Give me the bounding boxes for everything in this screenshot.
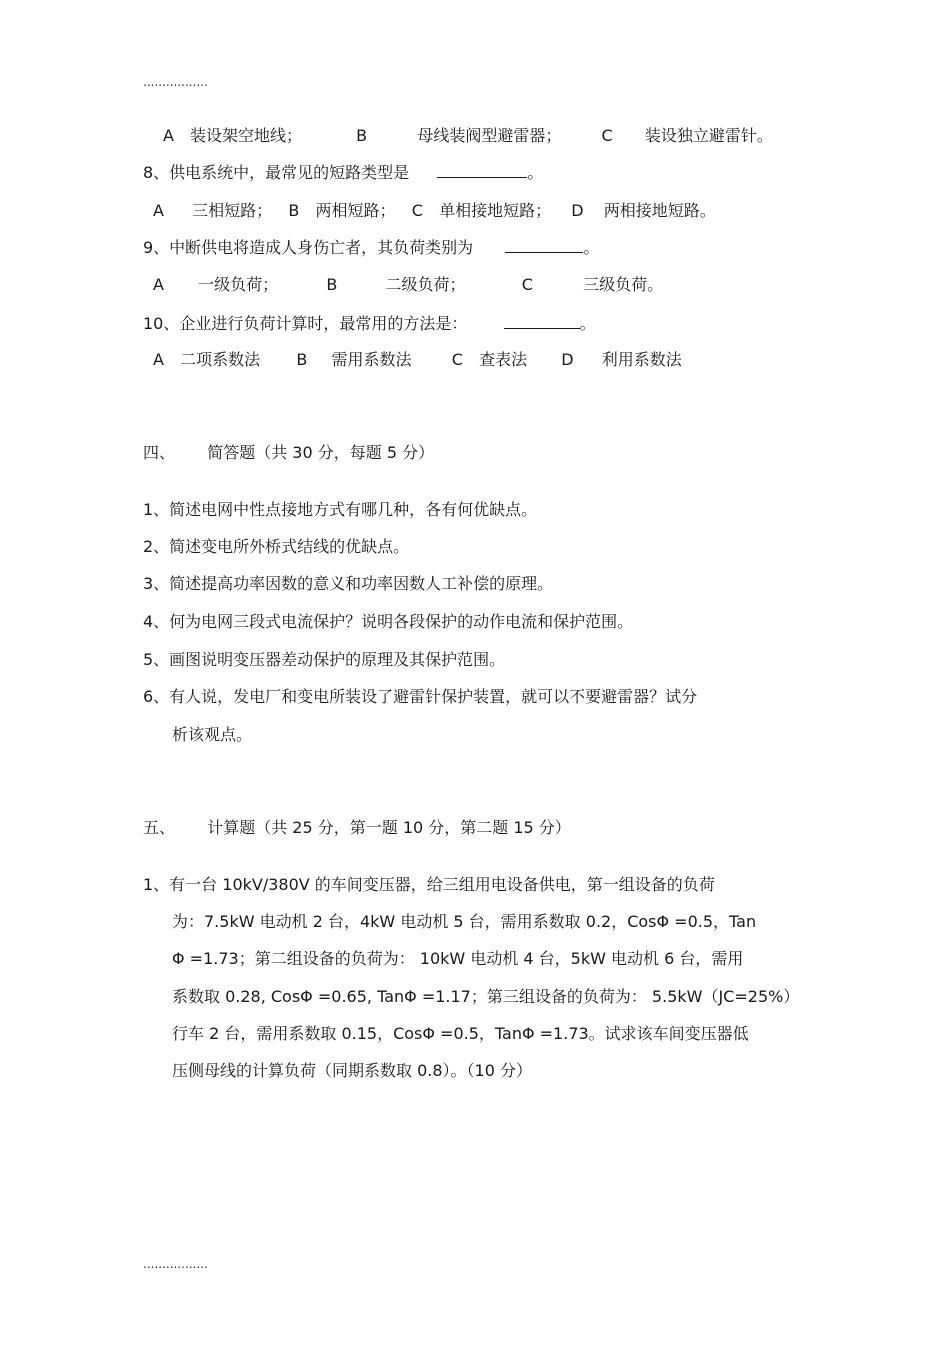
q10-option-c-letter: C xyxy=(451,350,463,369)
q10-option-c-text: 查表法 xyxy=(479,350,528,369)
q8-option-d-letter: D xyxy=(571,201,584,220)
section-4-item-3: 3、简述提高功率因数的意义和功率因数人工补偿的原理。 xyxy=(143,574,554,593)
q8-option-a-letter: A xyxy=(153,201,164,220)
footer-dots: ................. xyxy=(143,1257,208,1271)
q8-option-b-letter: B xyxy=(288,201,300,220)
section-5-number: 五、 xyxy=(143,818,176,837)
q10-option-d-letter: D xyxy=(561,350,574,369)
question-9 xyxy=(143,238,599,258)
q7-option-c-letter: C xyxy=(601,126,613,145)
q10-option-a-letter: A xyxy=(153,350,164,369)
q10-option-b-letter: B xyxy=(296,350,308,369)
section-5-q1-line-3: Φ =1.73；第二组设备的负荷为： 10kW 电动机 4 台，5kW 电动机 6 台，需用 xyxy=(172,949,744,968)
q8-stem: 8、供电系统中，最常见的短路类型是 xyxy=(143,163,410,182)
q9-option-a-letter: A xyxy=(153,275,164,294)
section-5-q1-line-6: 压侧母线的计算负荷（同期系数取 0.8）。（10 分） xyxy=(172,1061,532,1080)
section-4-item-5: 5、画图说明变压器差动保护的原理及其保护范围。 xyxy=(143,650,506,669)
q10-option-a-text: 二项系数法 xyxy=(180,350,261,369)
q8-option-d-text: 两相接地短路。 xyxy=(603,201,716,220)
q8-option-c-text: 单相接地短路； xyxy=(439,201,552,220)
q9-option-a-text: 一级负荷； xyxy=(198,275,279,294)
q7-option-b-text: 母线装阀型避雷器； xyxy=(417,126,562,145)
q9-stem: 9、中断供电将造成人身伤亡者，其负荷类别为 xyxy=(143,238,474,257)
q9-option-c-letter: C xyxy=(521,275,533,294)
q9-answer-blank[interactable] xyxy=(505,238,583,253)
section-5-q1-line-1: 1、有一台 10kV/380V 的车间变压器，给三组用电设备供电，第一组设备的负荷 xyxy=(143,875,715,894)
q8-end: 。 xyxy=(527,163,544,182)
section-4-item-2: 2、简述变电所外桥式结线的优缺点。 xyxy=(143,537,410,556)
q10-options xyxy=(153,350,682,370)
section-5-heading xyxy=(143,818,571,838)
section-5-title: 计算题（共 25 分，第一题 10 分，第二题 15 分） xyxy=(207,818,571,837)
q8-option-b-text: 两相短路； xyxy=(315,201,396,220)
question-10 xyxy=(143,314,596,334)
section-4-number: 四、 xyxy=(143,443,176,462)
section-4-item-1: 1、简述电网中性点接地方式有哪几种，各有何优缺点。 xyxy=(143,500,538,519)
q8-option-c-letter: C xyxy=(411,201,423,220)
header-dots: ................. xyxy=(143,75,208,89)
q7-option-a: A 装设架空地线； xyxy=(163,126,302,145)
q10-end: 。 xyxy=(579,314,596,333)
q8-options xyxy=(153,201,716,221)
q7-options xyxy=(163,126,773,146)
q7-option-b-letter: B xyxy=(356,126,368,145)
q10-option-b-text: 需用系数法 xyxy=(331,350,412,369)
q7-option-c-text: 装设独立避雷针。 xyxy=(644,126,773,145)
section-4-item-4: 4、何为电网三段式电流保护？说明各段保护的动作电流和保护范围。 xyxy=(143,612,634,631)
section-4-item-6: 6、有人说，发电厂和变电所装设了避雷针保护装置，就可以不要避雷器？试分 xyxy=(143,687,698,706)
q10-option-d-text: 利用系数法 xyxy=(601,350,682,369)
q9-option-c-text: 三级负荷。 xyxy=(583,275,664,294)
q9-options xyxy=(153,275,663,295)
q8-option-a-text: 三相短路； xyxy=(192,201,273,220)
q10-stem: 10、企业进行负荷计算时，最常用的方法是： xyxy=(143,314,468,333)
section-5-q1-line-5: 行车 2 台，需用系数取 0.15，CosΦ =0.5，TanΦ =1.73。试求该车间变压器低 xyxy=(172,1024,749,1043)
q9-end: 。 xyxy=(583,238,600,257)
q10-answer-blank[interactable] xyxy=(504,314,580,329)
section-4-heading xyxy=(143,443,434,463)
section-5-q1-line-2: 为：7.5kW 电动机 2 台，4kW 电动机 5 台，需用系数取 0.2，CosΦ =0.5，Tan xyxy=(172,912,757,931)
section-4-item-6-cont: 析该观点。 xyxy=(172,725,253,744)
section-5-q1-line-4: 系数取 0.28, CosΦ =0.65, TanΦ =1.17；第三组设备的负荷为： 5.5kW（JC=25%） xyxy=(172,987,800,1006)
section-4-title: 简答题（共 30 分，每题 5 分） xyxy=(207,443,435,462)
q9-option-b-letter: B xyxy=(326,275,338,294)
question-8 xyxy=(143,163,543,183)
q8-answer-blank[interactable] xyxy=(437,163,527,178)
q9-option-b-text: 二级负荷； xyxy=(385,275,466,294)
